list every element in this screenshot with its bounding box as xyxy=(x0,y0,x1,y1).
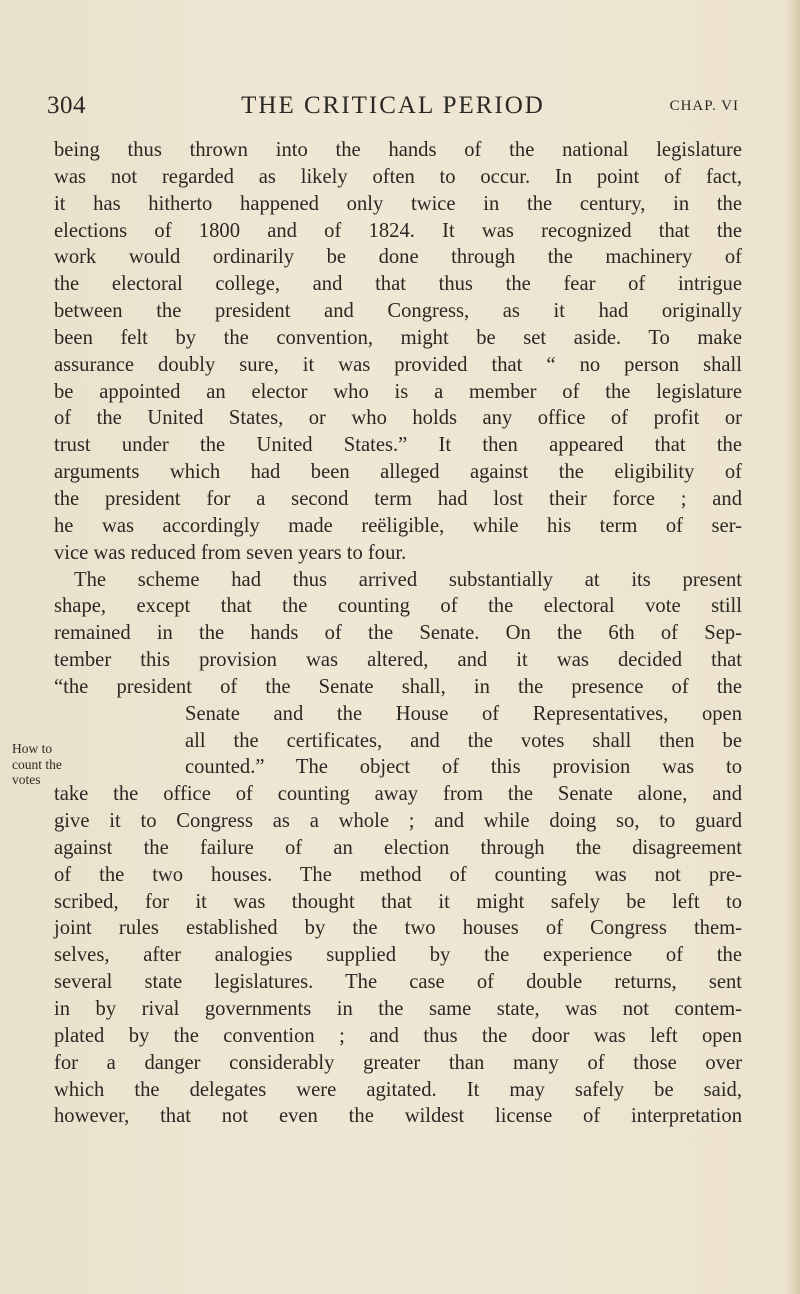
text-line: between the president and Congress, as it had originally xyxy=(54,300,742,323)
marginal-note-line: How to xyxy=(12,741,53,756)
body-text xyxy=(54,137,742,1130)
text-line: scribed, for it was thought that it might safely be left to xyxy=(54,890,742,913)
text-line: several state legislatures. The case of double returns, sent xyxy=(54,971,742,994)
text-line: however, that not even the wildest license of interpretation xyxy=(54,1105,742,1128)
text-line: assurance doubly sure, it was provided that “ no person shall xyxy=(54,353,742,376)
text-line: against the failure of an election through the disagreement xyxy=(54,836,742,859)
text-line: been felt by the convention, might be set aside. To make xyxy=(54,326,742,349)
text-line: it has hitherto happened only twice in the century, in the xyxy=(54,192,742,215)
text-line: for a danger considerably greater than many of those over xyxy=(54,1051,742,1074)
paragraph-end-line: vice was reduced from seven years to four. xyxy=(54,541,407,564)
text-line: which the delegates were agitated. It may safely be said, xyxy=(54,1078,742,1101)
text-line: the president for a second term had lost their force ; and xyxy=(54,487,742,510)
text-line: shape, except that the counting of the electoral vote still xyxy=(54,595,742,618)
marginal-note-line: votes xyxy=(12,772,41,787)
text-line: arguments which had been alleged against the eligibility of xyxy=(54,461,742,484)
running-head xyxy=(47,92,739,132)
text-line: plated by the convention ; and thus the door was left open xyxy=(54,1024,742,1047)
text-line: being thus thrown into the hands of the national legislature xyxy=(54,139,742,161)
text-line: work would ordinarily be done through the machinery of xyxy=(54,246,742,269)
text-line: tember this provision was altered, and it was decided that xyxy=(54,649,742,672)
chapter-label: CHAP. VI xyxy=(669,98,739,114)
text-line: joint rules established by the two houses of Congress them- xyxy=(54,917,742,940)
text-line: selves, after analogies supplied by the experience of the xyxy=(54,944,742,967)
text-line: take the office of counting away from the Senate alone, and xyxy=(54,783,742,806)
text-line: elections of 1800 and of 1824. It was recognized that the xyxy=(54,219,742,242)
text-line-beside-note: counted.” The object of this provision was to xyxy=(185,756,742,779)
text-line: he was accordingly made reëligible, while his term of ser- xyxy=(54,514,742,537)
text-line-beside-note: Senate and the House of Representatives, open xyxy=(185,702,742,725)
marginal-note-line: count the xyxy=(12,756,62,772)
page-edge-shadow xyxy=(786,0,800,1294)
page-number: 304 xyxy=(47,92,86,119)
text-line: in by rival governments in the same state, was not contem- xyxy=(54,998,742,1020)
text-line: the electoral college, and that thus the fear of intrigue xyxy=(54,273,742,296)
running-head-title: THE CRITICAL PERIOD xyxy=(241,92,545,119)
text-line: of the two houses. The method of counting was not pre- xyxy=(54,863,742,886)
text-line-beside-note: all the certificates, and the votes shall then be xyxy=(185,729,742,752)
text-line: “the president of the Senate shall, in the presence of the xyxy=(54,675,742,698)
text-line: be appointed an elector who is a member of the legislature xyxy=(54,380,742,403)
text-line: trust under the United States.” It then appeared that the xyxy=(54,434,742,457)
text-line: remained in the hands of the Senate. On the 6th of Sep- xyxy=(54,622,742,645)
text-line: was not regarded as likely often to occur. In point of fact, xyxy=(54,165,742,188)
paragraph-start-line: The scheme had thus arrived substantially at its present xyxy=(74,568,742,591)
text-line: give it to Congress as a whole ; and while doing so, to guard xyxy=(54,810,742,833)
text-line: of the United States, or who holds any office of profit or xyxy=(54,407,742,430)
